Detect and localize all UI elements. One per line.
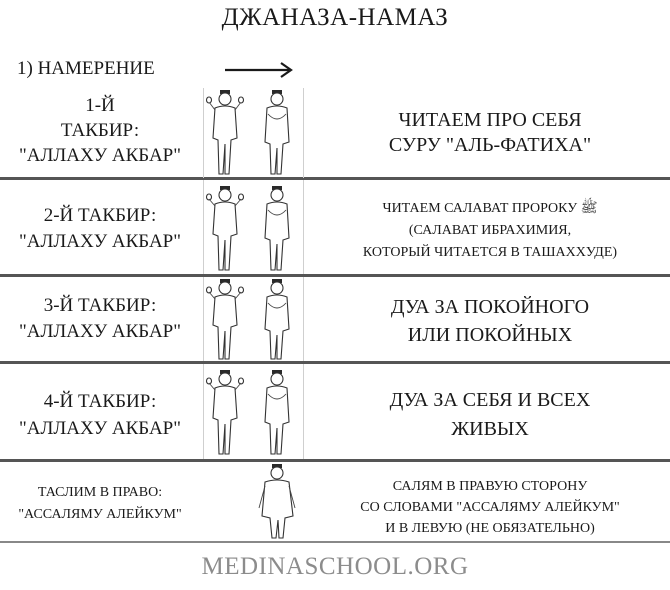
row-divider	[0, 274, 670, 277]
taslim-description: САЛЯМ В ПРАВУЮ СТОРОНУ СО СЛОВАМИ "АССАЛЯМУ АЛЕЙКУМ" И В ЛЕВУЮ (НЕ ОБЯЗАТЕЛЬНО)	[360, 479, 620, 536]
takbir-4-label: 4-Й ТАКБИР: "АЛЛАХУ АКБАР"	[19, 391, 181, 439]
takbir-3-description: ДУА ЗА ПОКОЙНОГО ИЛИ ПОКОЙНЫХ	[390, 296, 590, 346]
row-divider	[0, 541, 670, 543]
page-title: ДЖАНАЗА-НАМАЗ	[221, 4, 449, 31]
row-divider	[0, 459, 670, 462]
taslim-figure-icon	[228, 462, 328, 540]
row-divider	[0, 361, 670, 364]
takbir-2-label: 2-Й ТАКБИР: "АЛЛАХУ АКБАР"	[19, 205, 181, 252]
takbir-4-description: ДУА ЗА СЕБЯ И ВСЕХ ЖИВЫХ	[389, 389, 591, 440]
arrow-right-icon	[223, 60, 295, 80]
taslim-label: ТАСЛИМ В ПРАВО: "АССАЛЯМУ АЛЕЙКУМ"	[18, 485, 182, 522]
takbir-1-description: ЧИТАЕМ ПРО СЕБЯ СУРУ "АЛЬ-ФАТИХА"	[388, 109, 592, 156]
takbir-3-label: 3-Й ТАКБИР: "АЛЛАХУ АКБАР"	[19, 295, 181, 342]
footer-site: MEDINASCHOOL.ORG	[201, 553, 469, 580]
takbir-2-figures-icon	[203, 182, 303, 274]
takbir-1-label: 1-Й ТАКБИР: "АЛЛАХУ АКБАР"	[19, 95, 181, 166]
row-divider	[0, 177, 670, 180]
intention-label: 1) НАМЕРЕНИЕ	[17, 58, 155, 79]
takbir-3-figures-icon	[203, 277, 303, 361]
takbir-1-figures-icon	[203, 88, 303, 178]
takbir-4-figures-icon	[203, 366, 303, 458]
takbir-2-description: ЧИТАЕМ САЛАВАТ ПРОРОКУ ﷺ (САЛАВАТ ИБРАХИМИЯ, КОТОРЫЙ ЧИТАЕТСЯ В ТАШАХХУДЕ)	[362, 201, 618, 260]
